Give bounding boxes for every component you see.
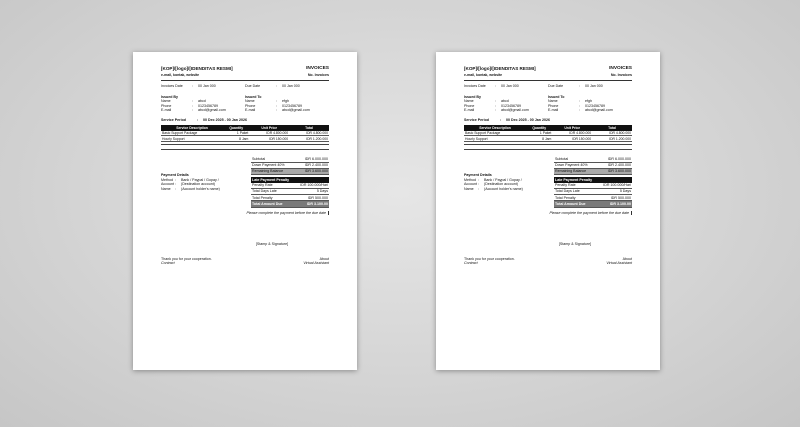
late-penalty-header: Late Payment Penalty [251, 177, 329, 182]
table-header: Service Description [161, 125, 223, 130]
kop-header: [KOP]/[logo]/[IDENDITAS RESMI] [161, 66, 233, 71]
contact-line: e-mail, kontak, website [464, 72, 503, 77]
service-period-label: Service Period [161, 117, 186, 122]
service-period: 00 Dec 2025 - 00 Jan 2026 [506, 117, 550, 122]
total-due-value: IDR 3.100.00 [609, 201, 631, 206]
invoice-date-label: Invoices Date [464, 84, 486, 89]
service-period: 00 Dec 2025 - 00 Jan 2026 [203, 117, 247, 122]
issued-by: Issued By Name : abcd Phone : 0123456789 E-mail : abcd@gmail.com [464, 94, 529, 113]
table-header: Quantity [526, 125, 552, 130]
table-header: Service Description [464, 125, 526, 130]
thanks-text: Thank you for your cooperation. [161, 256, 212, 261]
items-table [464, 125, 632, 142]
empty-rows [464, 144, 632, 153]
due-date-label: Due Date [548, 84, 564, 89]
late-penalty-header: Late Payment Penalty [554, 177, 632, 182]
issued-to: Issued To Name : efgh Phone : 0123456789 E-mail : abcd@gmail.com [548, 94, 613, 113]
service-period-label: Service Period [464, 117, 489, 122]
table-header: Unit Price [249, 125, 289, 130]
table-header: Unit Price [552, 125, 592, 130]
down-payment-value: IDR 2.400.000 [607, 162, 631, 167]
summary-box: Subtotal IDR 6.000.000 Down Payment 40% IDR 2.400.000 Remaining Balance IDR 3.600.000 Late Payment Penalty Penalty Rate IDR 100.000/Hari Total Days Late 5 Days Total Penalty IDR 500.000 Total Amount Due IDR 3.100.00 [252, 156, 328, 206]
subtotal-value: IDR 6.000.000 [607, 156, 631, 161]
remaining-value: IDR 3.600.000 [304, 169, 328, 174]
payment-details: Payment Details Method : Bank / Paypal / Gopay / Account : (Destination account) Name : (Account holder's name) [464, 173, 523, 191]
table-row: Hourly Support 8 Jam IDR 150.000 IDR 1.200.000 [162, 136, 328, 141]
contract-text: Contract [464, 261, 478, 266]
invoice-number: No. Invoices [610, 72, 632, 77]
issued-by: Issued By Name : abcd Phone : 0123456789 E-mail : abcd@gmail.com [161, 94, 226, 113]
payment-details: Payment Details Method : Bank / Paypal / Gopay / Account : (Destination account) Name : (Account holder's name) [161, 173, 220, 191]
due-date-label: Due Date [245, 84, 261, 89]
about-text: About [622, 256, 632, 261]
items-table [161, 125, 329, 142]
remaining-value: IDR 3.600.000 [607, 169, 631, 174]
down-payment-value: IDR 2.400.000 [304, 162, 328, 167]
header-divider [161, 80, 329, 81]
summary-box: Subtotal IDR 6.000.000 Down Payment 40% IDR 2.400.000 Remaining Balance IDR 3.600.000 Late Payment Penalty Penalty Rate IDR 100.000/Hari Total Days Late 5 Days Total Penalty IDR 500.000 Total Amount Due IDR 3.100.00 [555, 156, 631, 206]
due-date: 00 Jan 000 [585, 84, 603, 89]
table-header: Total [289, 125, 329, 130]
invoice-title: INVOICES [306, 66, 329, 71]
invoice-number: No. Invoices [307, 72, 329, 77]
thanks-text: Thank you for your cooperation. [464, 256, 515, 261]
table-header: Total [592, 125, 632, 130]
invoice-title: INVOICES [609, 66, 632, 71]
subtotal-value: IDR 6.000.000 [304, 156, 328, 161]
header-divider [464, 80, 632, 81]
contract-text: Contract [161, 261, 175, 266]
empty-rows [161, 144, 329, 153]
issued-to: Issued To Name : efgh Phone : 0123456789 E-mail : abcd@gmail.com [245, 94, 310, 113]
stamp-signature: [Stamp & Signature] [255, 242, 289, 247]
invoice-date: 00 Jan 000 [501, 84, 519, 89]
table-header: Quantity [223, 125, 249, 130]
stamp-signature: [Stamp & Signature] [558, 242, 592, 247]
invoice-date-label: Invoices Date [161, 84, 183, 89]
due-date: 00 Jan 000 [282, 84, 300, 89]
contact-line: e-mail, kontak, website [161, 72, 200, 77]
payment-note: Please complete the payment before the due date [246, 211, 329, 215]
total-due-value: IDR 3.100.00 [306, 201, 328, 206]
invoice-date: 00 Jan 000 [198, 84, 216, 89]
about-text: About [319, 256, 329, 261]
table-row: Basic Support Package 1 Paket IDR 4.800.000 IDR 4.800.000 [162, 130, 328, 135]
kop-header: [KOP]/[logo]/[IDENDITAS RESMI] [464, 66, 536, 71]
table-row: Hourly Support 8 Jam IDR 150.000 IDR 1.200.000 [465, 136, 631, 141]
invoice-page-right: [KOP]/[logo]/[IDENDITAS RESMI] e-mail, kontak, website INVOICES No. Invoices Invoices Date : 00 Jan 000 Due Date : 00 Jan 000 Issued By Name : abcd Phone : 0123456789 E-mail : abcd@gmail.com Issued To Name : efgh Phone : 0123456789 E-mail : abcd@gmail.com Service Period : 00 Dec 2025 - 00 Jan 2026 Service Description Quantity Unit Price Total Basic Support Package 1 Paket IDR 4.800.000 IDR 4.800.000 Hourly Support 8 Jam IDR 150.000 IDR 1.200.000 Payment Details Method : Bank / Paypal / Gopay / Account : (Destination account) Name : (Account holder's name) Subtotal IDR 6.000.000 Down Payment 40% IDR 2.400.000 Remaining Balance IDR 3.600.000 Late Payment Penalty Penalty Rate IDR 100.000/Hari Total Days Late 5 Days Total Penalty IDR 500.000 Total Amount Due IDR 3.100.00 Please complete the payment before the due date [Stamp & Signature] Thank you for your cooperation. Contract About Virtual Assistant [436, 52, 660, 370]
table-row: Basic Support Package 1 Paket IDR 4.800.000 IDR 4.800.000 [465, 130, 631, 135]
invoice-page-left: [KOP]/[logo]/[IDENDITAS RESMI] e-mail, kontak, website INVOICES No. Invoices Invoices Date : 00 Jan 000 Due Date : 00 Jan 000 Issued By Name : abcd Phone : 0123456789 E-mail : abcd@gmail.com Issued To Name : efgh Phone : 0123456789 E-mail : abcd@gmail.com Service Period : 00 Dec 2025 - 00 Jan 2026 Service Description Quantity Unit Price Total Basic Support Package 1 Paket IDR 4.800.000 IDR 4.800.000 Hourly Support 8 Jam IDR 150.000 IDR 1.200.000 Payment Details Method : Bank / Paypal / Gopay / Account : (Destination account) Name : (Account holder's name) Subtotal IDR 6.000.000 Down Payment 40% IDR 2.400.000 Remaining Balance IDR 3.600.000 Late Payment Penalty Penalty Rate IDR 100.000/Hari Total Days Late 5 Days Total Penalty IDR 500.000 Total Amount Due IDR 3.100.00 Please complete the payment before the due date [Stamp & Signature] Thank you for your cooperation. Contract About Virtual Assistant [133, 52, 357, 370]
payment-note: Please complete the payment before the due date [549, 211, 632, 215]
assistant-text: Virtual Assistant [303, 261, 329, 266]
assistant-text: Virtual Assistant [606, 261, 632, 266]
